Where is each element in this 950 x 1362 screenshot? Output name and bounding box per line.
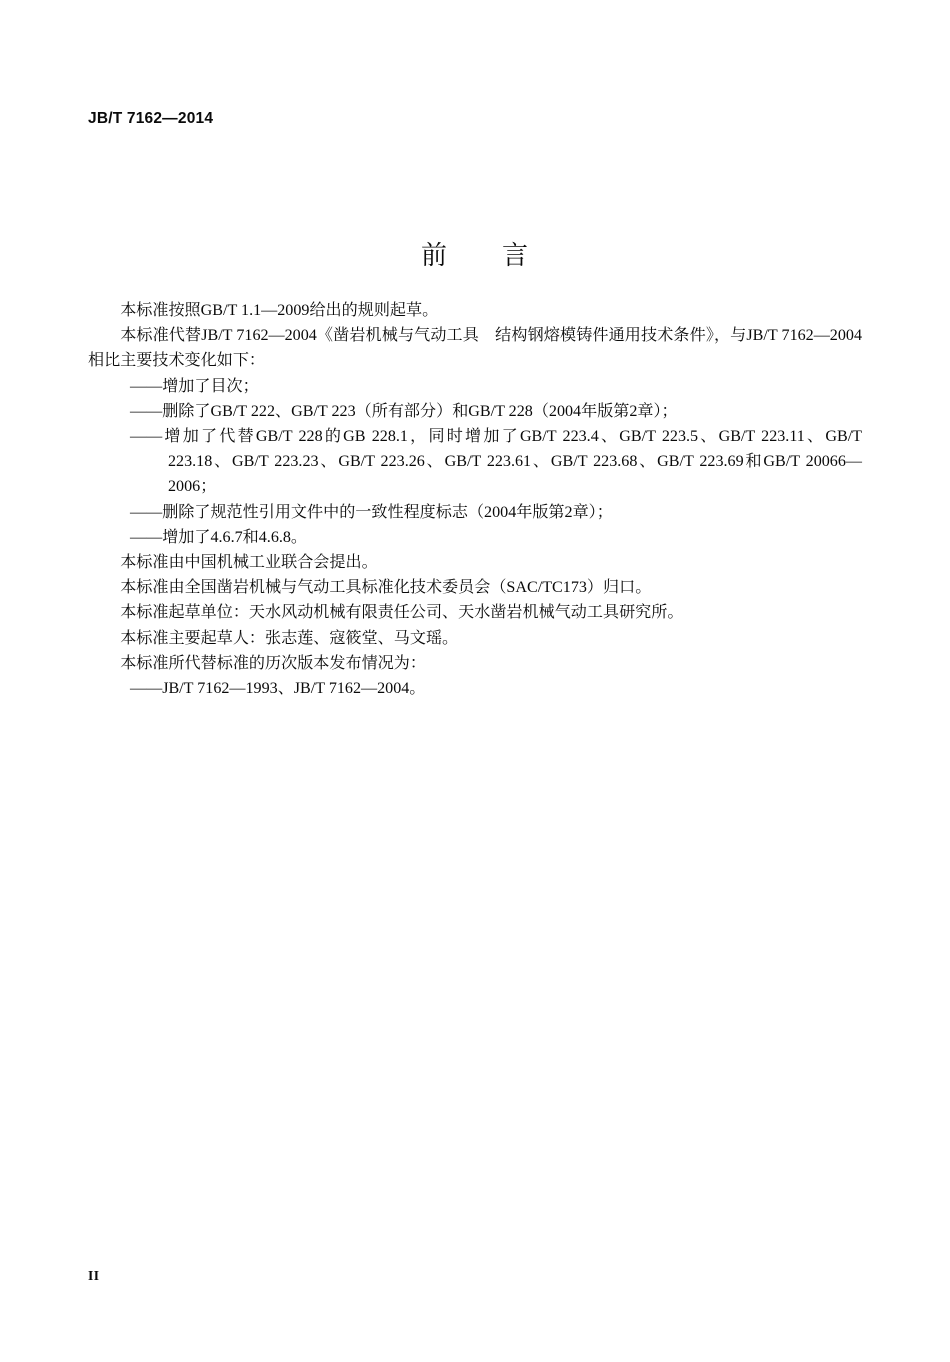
foreword-list-item: ——JB/T 7162—1993、JB/T 7162—2004。 (130, 680, 426, 698)
page-number: II (88, 1268, 100, 1283)
foreword-paragraph: 本标准主要起草人：张志莲、寇筱堂、马文瑶。 (120, 629, 459, 647)
foreword-list-item: ——增加了代替GB/T 228的GB 228.1，同时增加了GB/T 223.4、GB/T 223.5、GB/T 223.11、GB/T 223.18、GB/T 223.23、GB/T 223.26、GB/T 223.61、GB/T 223.68、GB/T 223.69和GB/T 20066—2006； (130, 428, 862, 496)
page-title: 前 言 (420, 241, 529, 271)
foreword-list-item: ——删除了规范性引用文件中的一致性程度标志（2004年版第2章）； (130, 503, 613, 521)
running-header-standard-code: JB/T 7162—2014 (88, 110, 214, 127)
foreword-list-item: ——删除了GB/T 222、GB/T 223（所有部分）和GB/T 228（2004年版第2章）； (130, 402, 678, 420)
foreword-paragraph: 本标准代替JB/T 7162—2004《凿岩机械与气动工具 结构钢熔模铸件通用技术条件》，与JB/T 7162—2004相比主要技术变化如下： (88, 327, 862, 370)
foreword-paragraph: 本标准按照GB/T 1.1—2009给出的规则起草。 (120, 302, 439, 319)
foreword-body (88, 298, 862, 701)
foreword-paragraph: 本标准由全国凿岩机械与气动工具标准化技术委员会（SAC/TC173）归口。 (120, 579, 652, 597)
foreword-list-item: ——增加了目次； (130, 377, 259, 395)
foreword-list-item: ——增加了4.6.7和4.6.8。 (130, 528, 308, 546)
foreword-paragraph: 本标准起草单位：天水风动机械有限责任公司、天水凿岩机械气动工具研究所。 (120, 604, 684, 622)
foreword-paragraph: 本标准所代替标准的历次版本发布情况为： (120, 654, 426, 672)
foreword-paragraph: 本标准由中国机械工业联合会提出。 (120, 554, 378, 572)
